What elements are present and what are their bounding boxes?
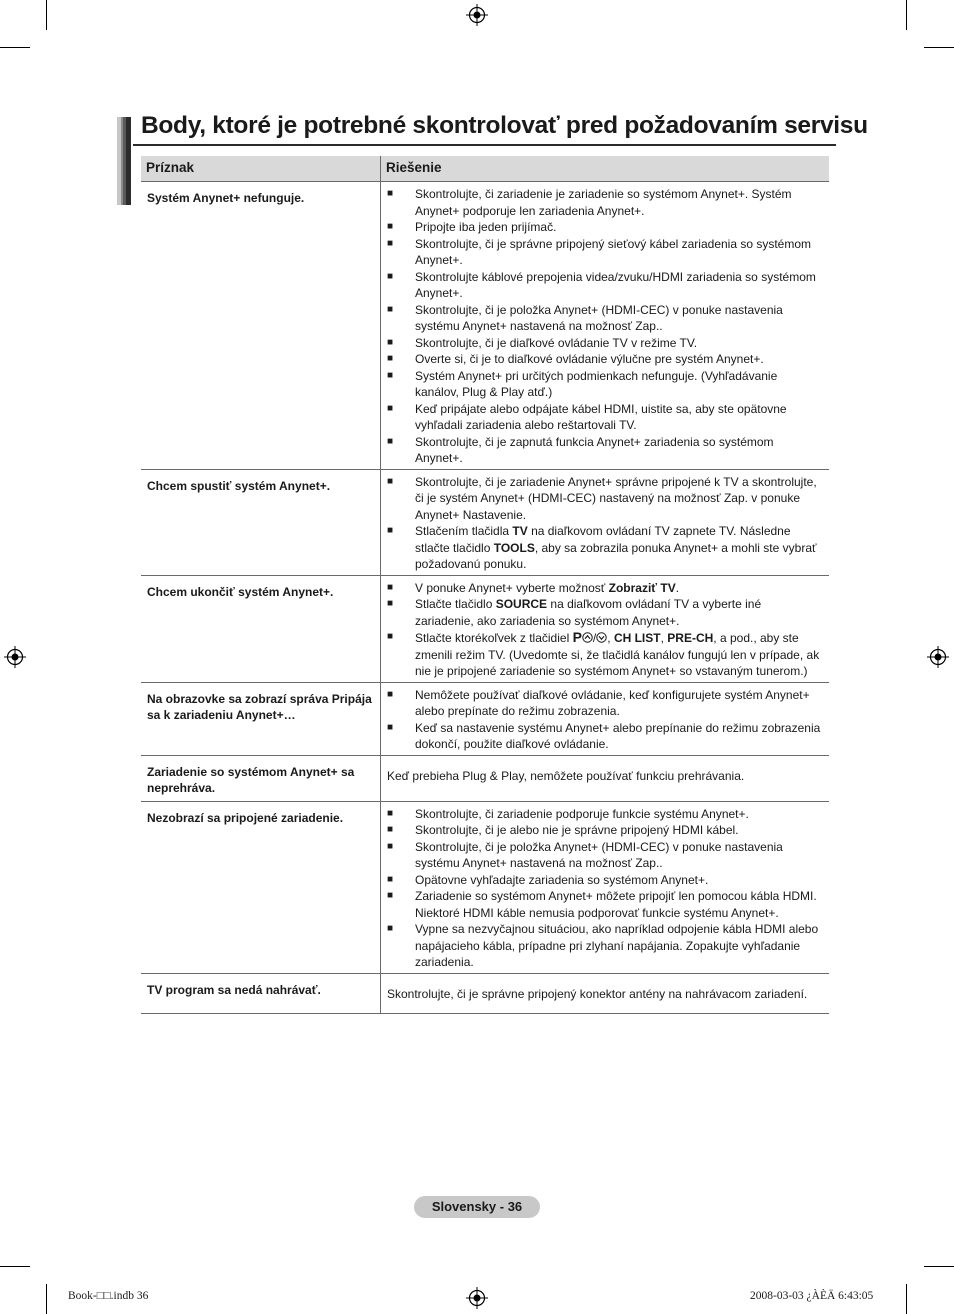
list-item: ■ Skontrolujte, či je položka Anynet+ (HDMI-CEC) v ponuke nastavenia systému Anynet+ nastavená na možnosť Zap.. [387, 302, 823, 335]
list-item: ■ Skontrolujte káblové prepojenia videa/zvuku/HDMI zariadenia so systémom Anynet+. [387, 269, 823, 302]
table-row [141, 973, 829, 1014]
list-item: ■ Vypne sa nezvyčajnou situáciou, ako napríklad odpojenie kábla HDMI alebo napájacieho kábla, prípadne pri zlyhaní napájania. Zopakujte vyhľadanie zariadenia. [387, 921, 823, 971]
list-item: ■ Systém Anynet+ pri určitých podmienkach nefunguje. (Vyhľadávanie kanálov, Plug & Play atď.) [387, 368, 823, 401]
table-row [141, 575, 829, 682]
symptom-text: TV program sa nedá nahrávať. [147, 982, 321, 997]
solution-list [381, 182, 829, 469]
registration-mark-icon [466, 1287, 488, 1309]
list-item: ■ Pripojte iba jeden prijímač. [387, 219, 823, 236]
table-row [141, 469, 829, 575]
solution-list [381, 683, 829, 755]
key-label-tools: TOOLS [493, 540, 535, 555]
solution-cell [381, 973, 830, 1014]
page-heading: Body, ktoré je potrebné skontrolovať pred požadovaním servisu [141, 112, 868, 139]
list-item: ■ Skontrolujte, či zariadenie je zariadenie so systémom Anynet+. Systém Anynet+ podporuje len zariadenia Anynet+. [387, 186, 823, 219]
symptom-text: Na obrazovke sa zobrazí správa Pripája sa k zariadeniu Anynet+… [147, 691, 372, 722]
crop-mark [906, 0, 907, 30]
symptom-text: Zariadenie so systémom Anynet+ sa neprehráva. [147, 764, 355, 795]
symptom-cell [141, 755, 381, 801]
symptom-cell [141, 973, 381, 1014]
key-label-p: P [572, 629, 582, 645]
heading-rule [133, 144, 836, 146]
key-label-source: SOURCE [495, 597, 548, 611]
solution-cell [381, 682, 830, 755]
column-header-symptom: Príznak [141, 156, 381, 182]
solution-cell [381, 469, 830, 575]
list-item: ■ Skontrolujte, či je položka Anynet+ (HDMI-CEC) v ponuke nastavenia systému Anynet+ nastavená na možnosť Zap.. [387, 839, 823, 872]
symptom-cell [141, 575, 381, 682]
registration-mark-icon [927, 646, 949, 668]
symptom-text: Chcem ukončiť systém Anynet+. [147, 584, 334, 599]
symptom-text: Chcem spustiť systém Anynet+. [147, 478, 331, 493]
key-label-ch-list: CH LIST [613, 631, 661, 645]
list-item: ■ Overte si, či je to diaľkové ovládanie výlučne pre systém Anynet+. [387, 351, 823, 368]
solution-list [381, 802, 829, 973]
crop-mark [0, 1266, 30, 1267]
symptom-cell [141, 682, 381, 755]
list-item: ■ Nemôžete používať diaľkové ovládanie, keď konfigurujete systém Anynet+ alebo prepínate do režimu zobrazenia. [387, 687, 823, 720]
troubleshooting-table [141, 156, 829, 1014]
registration-mark-icon [466, 4, 488, 26]
registration-mark-icon [4, 646, 26, 668]
solution-text: Skontrolujte, či je správne pripojený konektor antény na nahrávacom zariadení. [387, 986, 808, 1001]
symptom-text: Nezobrazí sa pripojené zariadenie. [147, 810, 344, 825]
table-header-row [141, 156, 829, 182]
list-item: ■ Skontrolujte, či je alebo nie je správne pripojený HDMI kábel. [387, 822, 823, 839]
symptom-cell [141, 469, 381, 575]
menu-label-zobrazit-tv: Zobraziť TV [608, 580, 676, 595]
column-header-solution: Riešenie [381, 156, 830, 182]
crop-mark [924, 1266, 954, 1267]
table-row [141, 682, 829, 755]
list-item: ■ Skontrolujte, či zariadenie podporuje funkcie systému Anynet+. [387, 806, 823, 823]
list-item: ■ V ponuke Anynet+ vyberte možnosť Zobraziť TV. [387, 580, 823, 597]
symptom-text: Systém Anynet+ nefunguje. [147, 191, 305, 205]
symptom-cell [141, 182, 381, 470]
heading-bars-decoration [117, 117, 131, 205]
footer-file-info: Book-□□.indb 36 [68, 1290, 149, 1302]
list-item: ■ Keď sa nastavenie systému Anynet+ alebo prepínanie do režimu zobrazenia dokončí, použite diaľkové ovládanie. [387, 720, 823, 753]
solution-text: Keď prebieha Plug & Play, nemôžete používať funkciu prehrávania. [387, 768, 745, 783]
list-item: ■ Stlačte ktorékoľvek z tlačidiel P / , CH LIST, PRE-CH, a pod., aby ste zmenili režim TV. (Uvedomte si, že tlačidlá kanálov fungujú len v prípade, ak nie je pripojené zariadenie so systémom Anynet+ so vstavaným tunerom.) [387, 629, 823, 680]
crop-mark [0, 47, 30, 48]
list-item: ■ Opätovne vyhľadajte zariadenia so systémom Anynet+. [387, 872, 823, 889]
solution-cell [381, 801, 830, 973]
footer-timestamp: 2008-03-03 ¿ÀÈÄ 6:43:05 [750, 1290, 874, 1302]
channel-down-icon [596, 632, 607, 643]
list-item: ■ Skontrolujte, či je správne pripojený sieťový kábel zariadenia so systémom Anynet+. [387, 236, 823, 269]
list-item: ■ Zariadenie so systémom Anynet+ môžete pripojiť len pomocou kábla HDMI. Niektoré HDMI káble nemusia podporovať funkcie systému Anynet+. [387, 888, 823, 921]
solution-cell [381, 575, 830, 682]
list-item: ■ Stlačte tlačidlo SOURCE na diaľkovom ovládaní TV a vyberte iné zariadenie, ako zariadenia so systémom Anynet+. [387, 596, 823, 629]
solution-list [381, 576, 829, 682]
crop-mark [906, 1284, 907, 1314]
page-number-badge: Slovensky - 36 [414, 1196, 540, 1218]
solution-list [381, 470, 829, 575]
crop-mark [46, 0, 47, 30]
key-label-pre-ch: PRE-CH [667, 631, 714, 645]
solution-cell [381, 182, 830, 470]
solution-cell [381, 755, 830, 801]
crop-mark [924, 47, 954, 48]
list-item: ■ Skontrolujte, či je zapnutá funkcia Anynet+ zariadenia so systémom Anynet+. [387, 434, 823, 467]
list-item: ■ Skontrolujte, či je diaľkové ovládanie TV v režime TV. [387, 335, 823, 352]
symptom-cell [141, 801, 381, 973]
table-row [141, 755, 829, 801]
table-row [141, 182, 829, 470]
crop-mark [46, 1284, 47, 1314]
list-item: ■ Keď pripájate alebo odpájate kábel HDMI, uistite sa, aby ste opätovne vyhľadali zariadenia alebo reštartovali TV. [387, 401, 823, 434]
list-item: ■ Skontrolujte, či je zariadenie Anynet+ správne pripojené k TV a skontrolujte, či je systém Anynet+ (HDMI-CEC) nastavený na možnosť Zap. v ponuke Anynet+ Nastavenie. [387, 474, 823, 524]
table-row [141, 801, 829, 973]
list-item: ■ Stlačením tlačidla TV na diaľkovom ovládaní TV zapnete TV. Následne stlačte tlačidlo TOOLS, aby sa zobrazila ponuka Anynet+ a mohli ste vybrať požadovanú ponuku. [387, 523, 823, 573]
key-label-tv: TV [512, 524, 528, 538]
channel-up-icon [582, 632, 593, 643]
